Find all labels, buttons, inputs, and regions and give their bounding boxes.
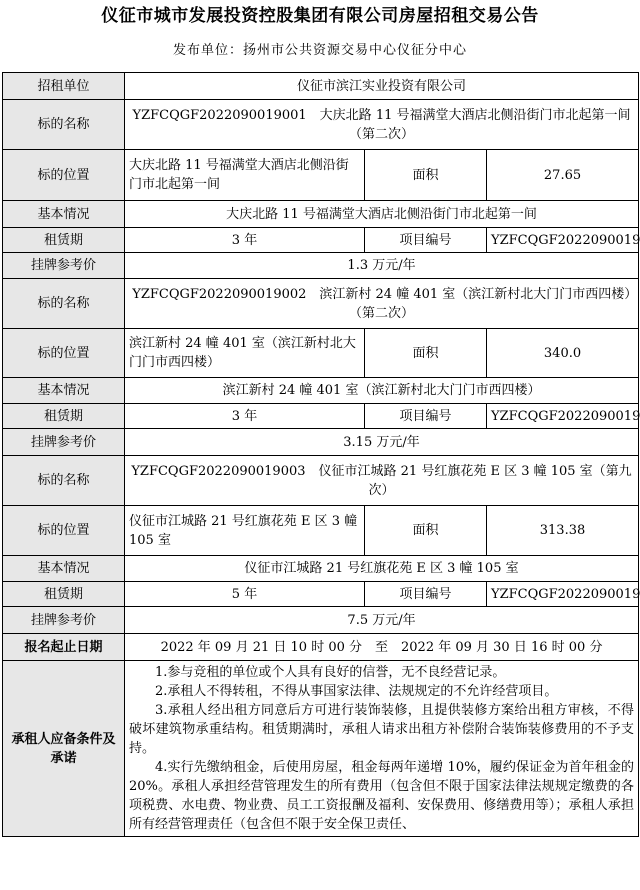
target-name-label: 标的名称 <box>3 456 125 506</box>
basic-info-label: 基本情况 <box>3 201 125 228</box>
project-no-label: 项目编号 <box>365 582 487 607</box>
area-label: 面积 <box>365 329 487 378</box>
reference-price-label: 挂牌参考价 <box>3 429 125 456</box>
reference-price-row <box>3 429 639 456</box>
lessor-row <box>3 73 639 100</box>
target-location-value: 仪征市江城路 21 号红旗花苑 E 区 3 幢 105 室 <box>125 506 365 556</box>
basic-info-value: 大庆北路 11 号福满堂大酒店北侧沿街门市北起第一间 <box>125 201 639 228</box>
basic-info-label: 基本情况 <box>3 378 125 404</box>
area-label: 面积 <box>365 506 487 556</box>
lot-location-row <box>3 506 639 556</box>
project-no-label: 项目编号 <box>365 404 487 429</box>
area-value: 313.38 <box>487 506 639 556</box>
lease-term-row <box>3 228 639 253</box>
condition-item: 2.承租人不得转租，不得从事国家法律、法规规定的不允许经营项目。 <box>155 684 558 699</box>
lessor-label: 招租单位 <box>3 73 125 100</box>
project-no-value: YZFCQGF2022090019 <box>487 228 639 253</box>
lease-term-label: 租赁期 <box>3 582 125 607</box>
reference-price-label: 挂牌参考价 <box>3 607 125 634</box>
project-no-value: YZFCQGF2022090019 <box>487 404 639 429</box>
condition-item: 1.参与竞租的单位或个人具有良好的信誉，无不良经营记录。 <box>155 665 506 680</box>
project-no-value: YZFCQGF2022090019 <box>487 582 639 607</box>
basic-info-row <box>3 201 639 228</box>
target-name-label: 标的名称 <box>3 100 125 150</box>
conditions-value <box>125 661 639 837</box>
registration-dates-value: 2022 年 09 月 21 日 10 时 00 分 至 2022 年 09 月 30 日 16 时 00 分 <box>125 634 639 661</box>
target-location-label: 标的位置 <box>3 506 125 556</box>
basic-info-row <box>3 556 639 582</box>
lot-location-row <box>3 150 639 201</box>
reference-price-label: 挂牌参考价 <box>3 253 125 279</box>
notice-table <box>2 72 639 837</box>
reference-price-value: 1.3 万元/年 <box>125 253 639 279</box>
reference-price-row <box>3 607 639 634</box>
target-name-value: YZFCQGF2022090019002 滨江新村 24 幢 401 室（滨江新村北大门门市西四楼）（第二次） <box>125 279 639 329</box>
lease-term-row <box>3 582 639 607</box>
target-location-value: 滨江新村 24 幢 401 室（滨江新村北大门门市西四楼） <box>125 329 365 378</box>
target-location-label: 标的位置 <box>3 329 125 378</box>
publisher-line: 发布单位：扬州市公共资源交易中心仪征分中心 <box>172 43 467 58</box>
lease-term-value: 3 年 <box>125 228 365 253</box>
lease-term-label: 租赁期 <box>3 228 125 253</box>
page-title: 仪征市城市发展投资控股集团有限公司房屋招租交易公告 <box>101 6 539 26</box>
basic-info-row <box>3 378 639 404</box>
area-label: 面积 <box>365 150 487 201</box>
registration-dates-row <box>3 634 639 661</box>
condition-item: 4.实行先缴纳租金，后使用房屋，租金每两年递增 10%，履约保证金为首年租金的 20%。承租人承担经营管理发生的所有费用（包含但不限于国家法律法规规定缴费的各项税费、水电费、物业费、员工工资报酬及福利、安保费用、修缮费用等）；承租人承担所有经营管理责任（包含但不限于安全保卫责任、 <box>129 760 635 832</box>
basic-info-value: 滨江新村 24 幢 401 室（滨江新村北大门门市西四楼） <box>125 378 639 404</box>
lease-term-value: 5 年 <box>125 582 365 607</box>
lot-name-row <box>3 279 639 329</box>
lessor-value: 仪征市滨江实业投资有限公司 <box>125 73 639 100</box>
conditions-row <box>3 661 639 837</box>
target-name-value: YZFCQGF2022090019003 仪征市江城路 21 号红旗花苑 E 区 3 幢 105 室（第九次） <box>125 456 639 506</box>
project-no-label: 项目编号 <box>365 228 487 253</box>
target-name-value: YZFCQGF2022090019001 大庆北路 11 号福满堂大酒店北侧沿街门市北起第一间（第二次） <box>125 100 639 150</box>
lot-name-row <box>3 456 639 506</box>
area-value: 27.65 <box>487 150 639 201</box>
target-location-value: 大庆北路 11 号福满堂大酒店北侧沿街门市北起第一间 <box>125 150 365 201</box>
condition-item: 3.承租人经出租方同意后方可进行装饰装修，且提供装修方案给出租方审核，不得破坏建筑物承重结构。租赁期满时，承租人请求出租方补偿附合装饰装修费用的不予支持。 <box>129 703 635 756</box>
lot-location-row <box>3 329 639 378</box>
registration-dates-label: 报名起止日期 <box>3 634 125 661</box>
reference-price-value: 7.5 万元/年 <box>125 607 639 634</box>
lease-term-value: 3 年 <box>125 404 365 429</box>
target-location-label: 标的位置 <box>3 150 125 201</box>
target-name-label: 标的名称 <box>3 279 125 329</box>
basic-info-label: 基本情况 <box>3 556 125 582</box>
conditions-label: 承租人应备条件及承诺 <box>3 661 125 837</box>
lease-term-row <box>3 404 639 429</box>
basic-info-value: 仪征市江城路 21 号红旗花苑 E 区 3 幢 105 室 <box>125 556 639 582</box>
lot-name-row <box>3 100 639 150</box>
lease-term-label: 租赁期 <box>3 404 125 429</box>
reference-price-row <box>3 253 639 279</box>
reference-price-value: 3.15 万元/年 <box>125 429 639 456</box>
area-value: 340.0 <box>487 329 639 378</box>
